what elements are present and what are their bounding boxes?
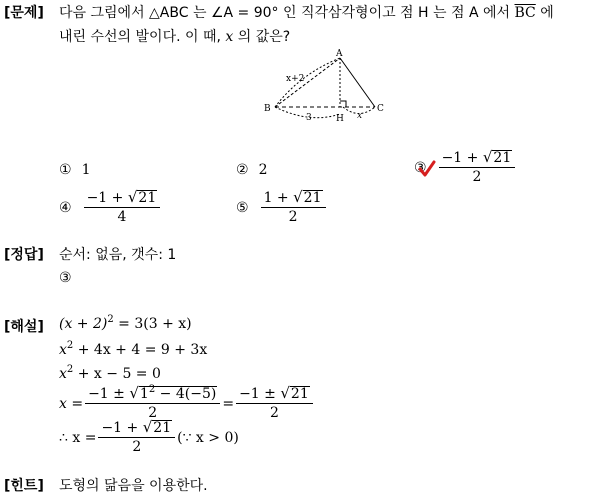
foot-h-label: H [336,114,344,124]
solution-l2-a: x [59,342,67,358]
segment-bh-label: 3 [306,113,312,123]
check-mark-icon [418,160,436,178]
problem-text-line2 [59,26,290,46]
solution-line-3 [59,366,161,382]
choice-5-sqrt: √ 21 [293,188,322,206]
choice-4-sqrt: √ 21 [127,188,157,206]
choice-5-value [261,190,326,225]
choice-1-value: 1 [81,162,91,178]
solution-l4-rad-b: − 4(−5) [155,386,217,402]
problem-text-2a: 내린 수선의 발이다. 이 때, [59,29,226,45]
solution-l2-b: + 4x + 4 = 9 + 3x [73,342,208,358]
choice-2[interactable] [236,162,267,178]
hint-text: 도형의 닮음을 이용한다. [59,478,208,494]
variable-x: x [225,29,234,45]
solution-l4-frac1 [85,386,220,421]
solution-l5-lhs: ∴ x = [59,429,97,446]
choice-3-radicand: 21 [493,150,512,166]
vertex-b-label: B [264,104,271,114]
choice-5-radicand: 21 [303,190,322,206]
choice-5-den: 2 [288,209,298,225]
choice-4-mark: ④ [59,199,72,216]
side-ab-label: x+2 [286,74,305,84]
triangle-figure [255,44,400,126]
solution-line-2 [59,342,207,358]
choice-3-sqrt: √ 21 [482,148,512,166]
choice-1[interactable] [59,162,90,178]
solution-l5-tail: (∵ x > 0) [177,429,239,446]
solution-l5-num: −1 + [101,420,143,436]
problem-text-1a: 다음 그림에서 △ABC 는 ∠A = 90° 인 직각삼각형이고 점 H 는 점 A 에서 [59,5,515,21]
solution-l4-lhs: x = [59,395,84,412]
problem-text-1b: 에 [535,5,554,21]
problem-text-line1 [59,2,554,22]
solution-l4-den2: 2 [269,405,279,421]
solution-l5-frac [98,420,175,455]
solution-line-1 [59,316,192,332]
solution-line-4 [59,386,315,421]
problem-text-2b: 의 값은? [233,29,291,45]
solution-l4-num: −1 ± [88,386,130,402]
choice-5-mark: ⑤ [236,199,249,216]
solution-l4-num2: −1 ± [239,386,281,402]
choice-1-mark: ① [59,162,72,178]
solution-l3-exp: 2 [66,364,74,375]
choice-5[interactable] [236,190,328,225]
solution-l3-b: + x − 5 = 0 [73,366,161,382]
solution-l4-sqrt: √ $1^2 - 4(-5)$ [129,384,217,402]
solution-l4-frac2 [236,386,313,421]
vertex-c-label: C [377,104,384,114]
choice-4-radicand: 21 [138,190,157,206]
solution-l1-b: = 3(3 + x) [113,316,192,332]
choice-3-value [439,150,516,185]
solution-l5-rad: 21 [153,420,172,436]
solution-l4-eq: = [222,395,235,412]
solution-l2-exp: 2 [66,340,74,351]
solution-l1-a: (x + 2) [59,316,108,332]
solution-tag: [해설] [4,319,44,335]
answer-value: ③ [59,270,72,286]
choice-4[interactable] [59,190,162,225]
segment-hc-label: x [357,111,363,121]
solution-l3-a: x [59,366,67,382]
choice-3-num: −1 + [441,150,483,166]
choice-3-mark: ③ [414,159,427,176]
solution-l4-rad-a: 1 [139,386,149,402]
choice-4-den: 4 [117,209,127,225]
solution-l4-sqrt2: √ 21 [280,384,309,402]
solution-l5-den: 2 [132,439,142,455]
segment-bc: $\overline{BC}$ [514,5,536,21]
problem-tag: [문제] [4,5,44,21]
hint-tag: [힌트] [4,478,44,494]
solution-l4-den: 2 [148,405,158,421]
solution-l4-rad2: 21 [290,386,309,402]
choice-4-value [84,190,161,225]
solution-line-5 [59,420,239,455]
answer-order: 순서: 없음, 갯수: 1 [59,247,177,263]
choice-3-den: 2 [472,169,482,185]
solution-l5-sqrt: √ 21 [142,418,172,436]
answer-tag: [정답] [4,247,44,263]
choice-2-mark: ② [236,162,249,178]
choice-5-num: 1 + [263,190,294,206]
vertex-a-label: A [336,49,343,59]
choice-2-value: 2 [258,162,268,178]
solution-l4-rad-exp: 2 [148,384,156,395]
solution-l1-exp: 2 [107,314,114,325]
choice-4-num: −1 + [86,190,128,206]
